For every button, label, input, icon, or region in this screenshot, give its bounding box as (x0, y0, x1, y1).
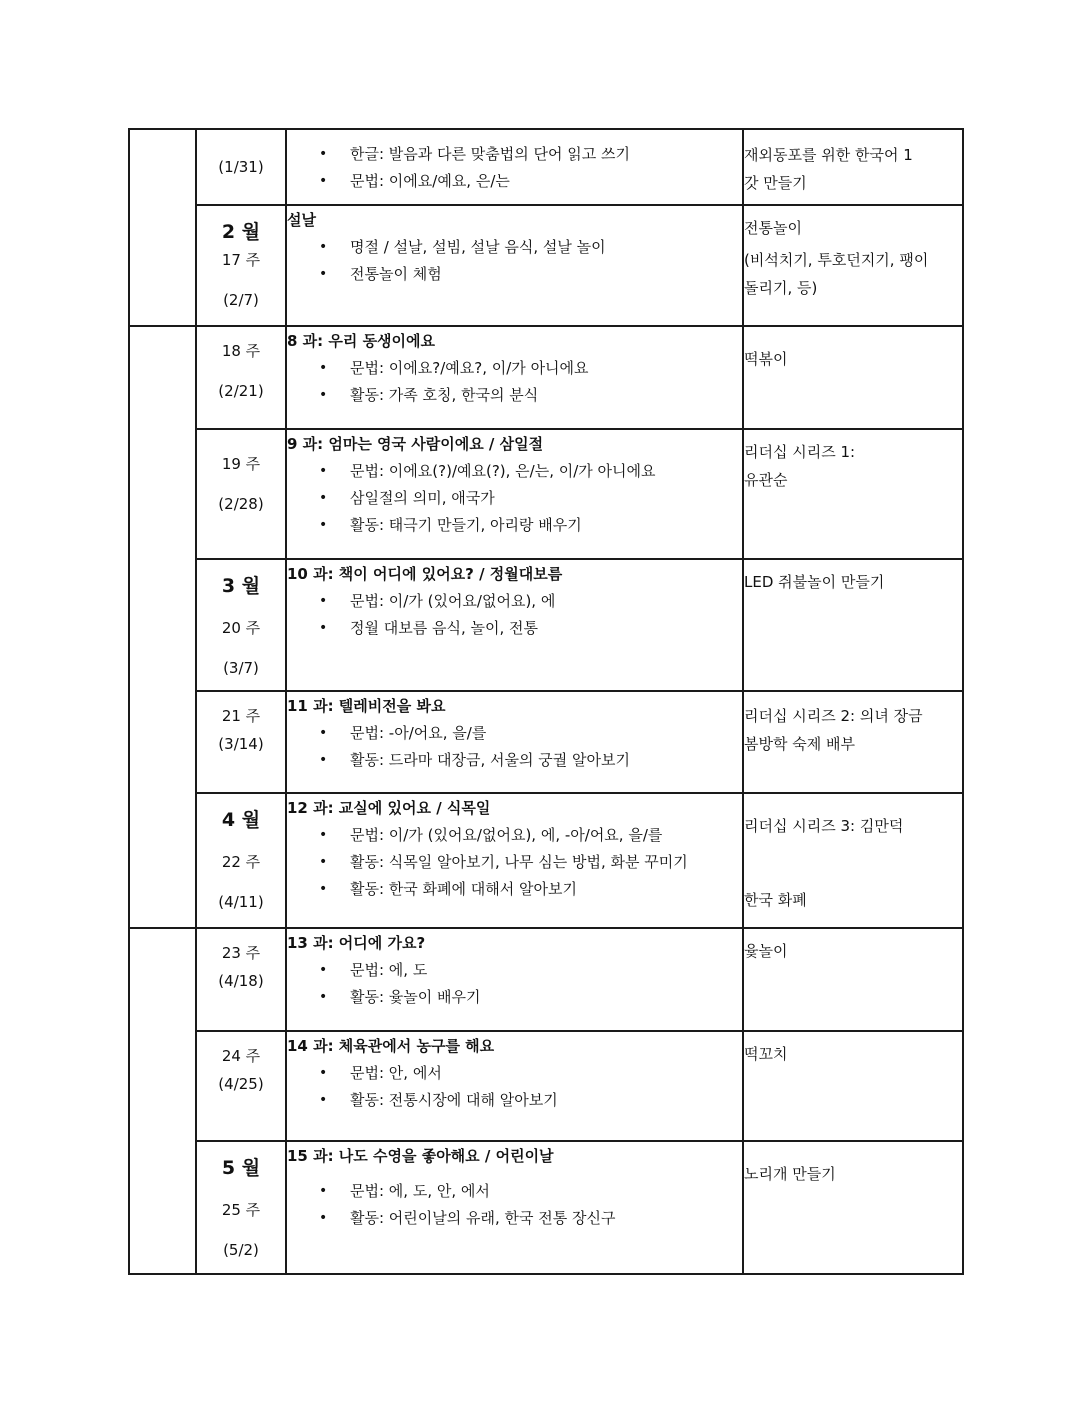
list-item: • 전통놀이 체험 (287, 261, 742, 288)
week-number: 25 주 (221, 1201, 261, 1219)
bullet-list (287, 141, 742, 195)
content-cell (286, 691, 743, 793)
week-cell (196, 326, 286, 429)
table-row (129, 793, 963, 928)
note-cell (743, 928, 963, 1031)
month-label: 2 월 (221, 221, 261, 243)
note-line: 노리개 만들기 (744, 1165, 836, 1183)
list-item: • 삼일절의 의미, 애국가 (287, 485, 742, 512)
week-cell (196, 928, 286, 1031)
lesson-title: 14 과: 체육관에서 농구를 해요 (287, 1037, 495, 1055)
week-date: (4/11) (218, 893, 264, 911)
content-cell (286, 326, 743, 429)
note-line: 윷놀이 (744, 942, 788, 960)
week-cell (196, 205, 286, 326)
lesson-title: 설날 (287, 211, 316, 229)
lesson-title: 8 과: 우리 동생이에요 (287, 332, 436, 350)
bullet-list (287, 588, 742, 642)
bullet-list (287, 458, 742, 539)
bullet-list (287, 1178, 742, 1232)
bullet-list (287, 822, 742, 903)
lesson-title: 12 과: 교실에 있어요 / 식목일 (287, 799, 491, 817)
note-line: 떡볶이 (744, 350, 788, 368)
list-item: • 활동: 어린이날의 유래, 한국 전통 장신구 (287, 1205, 742, 1232)
week-number: 19 주 (221, 455, 261, 473)
content-cell (286, 1141, 743, 1274)
week-cell (196, 1031, 286, 1141)
note-cell (743, 205, 963, 326)
week-number: 23 주 (221, 944, 261, 962)
week-date: (4/18) (218, 972, 264, 990)
note-line: 리더십 시리즈 3: 김만덕 (744, 817, 904, 835)
note-line: 한국 화폐 (744, 891, 807, 909)
content-cell (286, 429, 743, 559)
curriculum-table (128, 128, 964, 1275)
list-item: • 명절 / 설날, 설빔, 설날 음식, 설날 놀이 (287, 234, 742, 261)
week-date: (2/28) (218, 495, 264, 513)
note-cell (743, 129, 963, 205)
list-item: • 문법: 에, 도, 안, 에서 (287, 1178, 742, 1205)
week-number: 24 주 (221, 1047, 261, 1065)
week-date: (3/14) (218, 735, 264, 753)
note-cell (743, 559, 963, 691)
note-line: 갓 만들기 (744, 174, 807, 192)
list-item: • 문법: 에, 도 (287, 957, 742, 984)
lesson-title: 9 과: 엄마는 영국 사람이에요 / 삼일절 (287, 435, 544, 453)
group-cell (129, 326, 196, 928)
list-item: • 활동: 윷놀이 배우기 (287, 984, 742, 1011)
lesson-title: 10 과: 책이 어디에 있어요? / 정월대보름 (287, 565, 563, 583)
note-line: 떡꼬치 (744, 1045, 788, 1063)
list-item: • 활동: 한국 화폐에 대해서 알아보기 (287, 876, 742, 903)
month-label: 5 월 (221, 1157, 261, 1179)
lesson-title: 13 과: 어디에 가요? (287, 934, 426, 952)
note-line: 재외동포를 위한 한국어 1 (744, 146, 913, 164)
content-cell (286, 559, 743, 691)
note-line: 전통놀이 (744, 219, 802, 237)
list-item: • 문법: 안, 에서 (287, 1060, 742, 1087)
content-cell (286, 793, 743, 928)
list-item: • 문법: -아/어요, 을/를 (287, 720, 742, 747)
content-cell (286, 1031, 743, 1141)
content-cell (286, 928, 743, 1031)
note-cell (743, 1031, 963, 1141)
lesson-title: 11 과: 텔레비전을 봐요 (287, 697, 446, 715)
week-date: (5/2) (223, 1241, 259, 1259)
list-item: • 정월 대보름 음식, 놀이, 전통 (287, 615, 742, 642)
note-line: LED 쥐불놀이 만들기 (744, 573, 885, 591)
week-date: (2/21) (218, 382, 264, 400)
note-line: (비석치기, 투호던지기, 팽이 (744, 251, 929, 269)
note-line: 돌리기, 등) (744, 279, 818, 297)
week-date: (1/31) (218, 158, 264, 176)
content-cell (286, 205, 743, 326)
note-line: 유관순 (744, 471, 788, 489)
week-cell (196, 1141, 286, 1274)
month-label: 4 월 (221, 809, 261, 831)
list-item: • 문법: 이/가 (있어요/없어요), 에 (287, 588, 742, 615)
table-row (129, 691, 963, 793)
week-date: (3/7) (223, 659, 259, 677)
note-line: 리더십 시리즈 2: 의녀 장금 (744, 707, 923, 725)
week-number: 18 주 (221, 342, 261, 360)
bullet-list (287, 355, 742, 409)
list-item: • 문법: 이에요(?)/예요(?), 은/는, 이/가 아니에요 (287, 458, 742, 485)
note-line: 봄방학 숙제 배부 (744, 735, 855, 753)
group-cell (129, 928, 196, 1274)
table-row (129, 129, 963, 205)
group-cell (129, 129, 196, 326)
week-cell (196, 129, 286, 205)
note-cell (743, 326, 963, 429)
list-item: • 한글: 발음과 다른 맞춤법의 단어 읽고 쓰기 (287, 141, 742, 168)
list-item: • 문법: 이에요/예요, 은/는 (287, 168, 742, 195)
week-cell (196, 429, 286, 559)
week-cell (196, 793, 286, 928)
list-item: • 활동: 태극기 만들기, 아리랑 배우기 (287, 512, 742, 539)
note-line: 리더십 시리즈 1: (744, 443, 856, 461)
note-cell (743, 1141, 963, 1274)
week-cell (196, 559, 286, 691)
week-number: 17 주 (221, 251, 261, 269)
lesson-title: 15 과: 나도 수영을 좋아해요 / 어린이날 (287, 1147, 554, 1165)
week-number: 21 주 (221, 707, 261, 725)
note-cell (743, 691, 963, 793)
bullet-list (287, 957, 742, 1011)
table-row (129, 429, 963, 559)
note-cell (743, 429, 963, 559)
list-item: • 문법: 이에요?/예요?, 이/가 아니에요 (287, 355, 742, 382)
week-date: (2/7) (223, 291, 259, 309)
table-row (129, 326, 963, 429)
table-row (129, 205, 963, 326)
content-cell (286, 129, 743, 205)
bullet-list (287, 1060, 742, 1114)
table-row (129, 928, 963, 1031)
list-item: • 문법: 이/가 (있어요/없어요), 에, -아/어요, 을/를 (287, 822, 742, 849)
list-item: • 활동: 드라마 대장금, 서울의 궁궐 알아보기 (287, 747, 742, 774)
bullet-list (287, 234, 742, 288)
table-row (129, 1031, 963, 1141)
bullet-list (287, 720, 742, 774)
week-number: 20 주 (221, 619, 261, 637)
list-item: • 활동: 가족 호칭, 한국의 분식 (287, 382, 742, 409)
list-item: • 활동: 식목일 알아보기, 나무 심는 방법, 화분 꾸미기 (287, 849, 742, 876)
table-row (129, 1141, 963, 1274)
table-row (129, 559, 963, 691)
week-date: (4/25) (218, 1075, 264, 1093)
list-item: • 활동: 전통시장에 대해 알아보기 (287, 1087, 742, 1114)
week-cell (196, 691, 286, 793)
week-number: 22 주 (221, 853, 261, 871)
note-cell (743, 793, 963, 928)
month-label: 3 월 (221, 575, 261, 597)
note-spacer (744, 840, 962, 886)
